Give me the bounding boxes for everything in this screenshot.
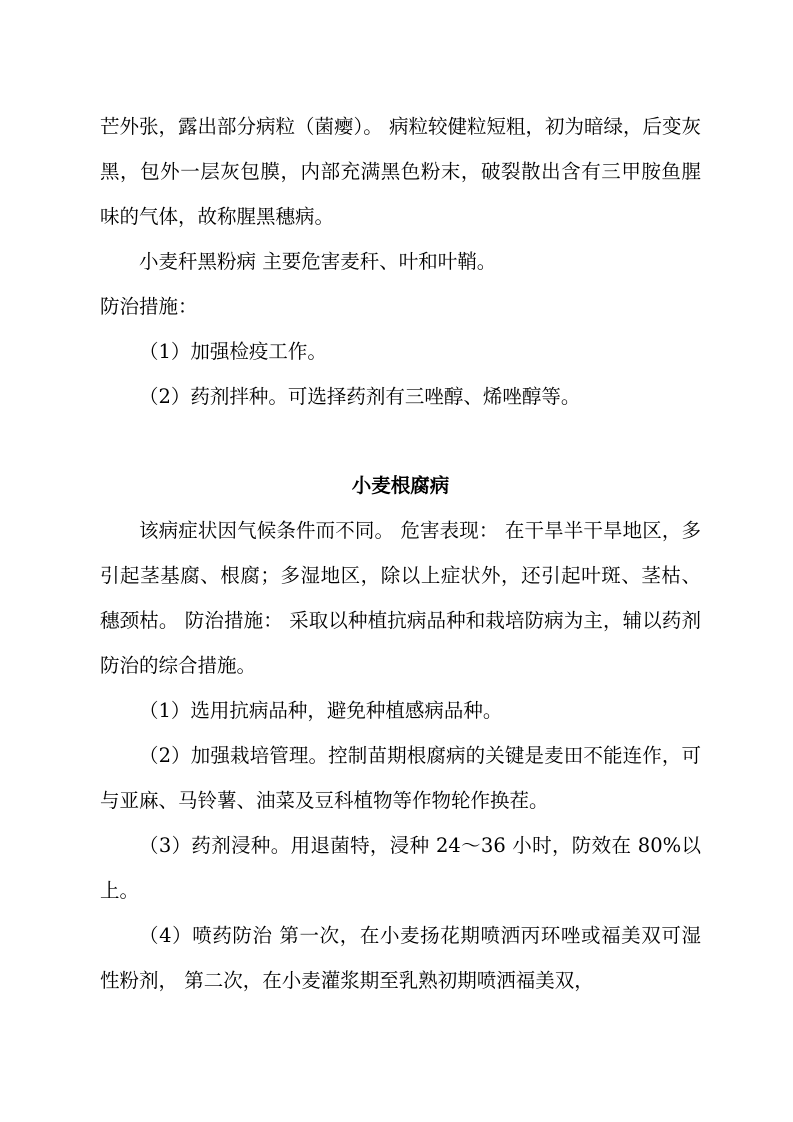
- paragraph-stem-smut: 小麦秆黑粉病 主要危害麦秆、叶和叶鞘。: [139, 250, 497, 273]
- paragraph-smut-description: 芒外张，露出部分病粒（菌瘿）。 病粒较健粒短粗，初为暗绿，后变灰黑，包外一层灰包膜，内部充满黑色粉末，破裂散出含有三甲胺鱼腥味的气体，故称腥黑穗病。: [100, 115, 701, 228]
- paragraph-control-measures-label: 防治措施：: [100, 295, 198, 318]
- paragraph-root-rot-1: （1）选用抗病品种，避免种植感病品种。: [139, 699, 503, 722]
- paragraph-root-rot-description: 该病症状因气候条件而不同。 危害表现： 在干旱半干旱地区，多引起茎基腐、根腐；多湿地区，除以上症状外，还引起叶斑、茎枯、穗颈枯。 防治措施： 采取以种植抗病品种和栽培防病为主，辅以药剂防治的综合措施。: [100, 519, 701, 677]
- paragraph-measure-1: （1）加强检疫工作。: [139, 340, 327, 363]
- section-heading-root-rot: 小麦根腐病: [351, 474, 450, 497]
- section-spacer: [100, 419, 701, 463]
- paragraph-root-rot-3: （3）药剂浸种。用退菌特，浸种 24～36 小时，防效在 80%以上。: [100, 834, 701, 902]
- paragraph-measure-2: （2）药剂拌种。可选择药剂有三唑醇、烯唑醇等。: [139, 385, 581, 408]
- paragraph-root-rot-4: （4）喷药防治 第一次，在小麦扬花期喷洒丙环唑或福美双可湿性粉剂， 第二次，在小麦灌浆期至乳熟初期喷洒福美双，: [100, 924, 701, 992]
- document-body: [100, 104, 701, 1003]
- paragraph-root-rot-2: （2）加强栽培管理。控制苗期根腐病的关键是麦田不能连作，可与亚麻、马铃薯、油菜及豆科植物等作物轮作换茬。: [100, 744, 701, 812]
